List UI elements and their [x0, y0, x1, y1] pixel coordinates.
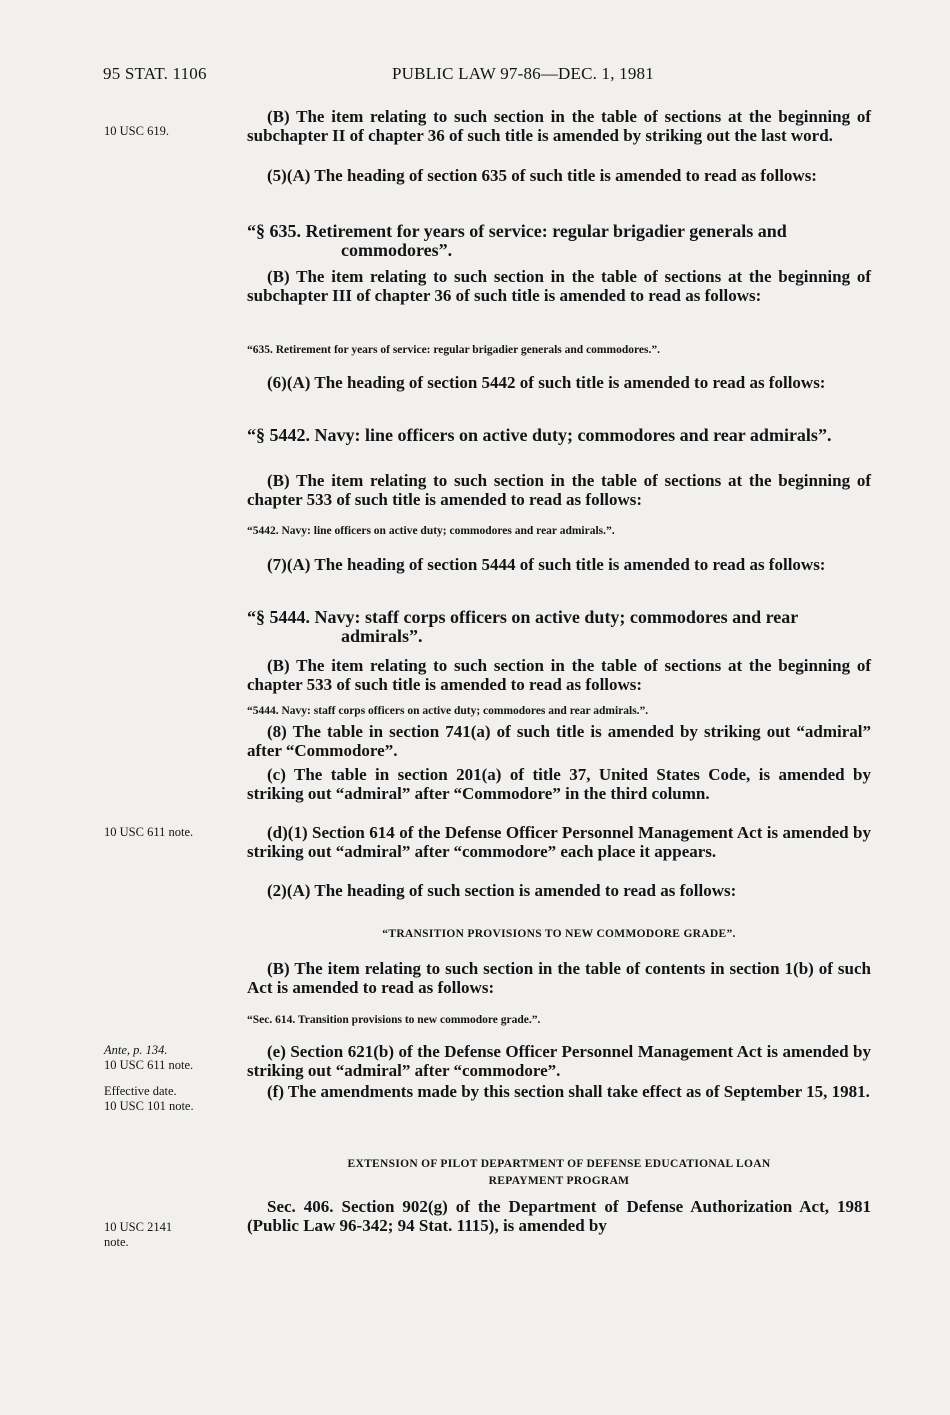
margin-note: 10 USC 101 note.: [104, 1099, 194, 1113]
paragraph: (B) The item relating to such section in the table of sections at the beginning of subchapter II of chapter 36 of such title is amended by striking out the last word.: [247, 107, 871, 145]
paragraph: (8) The table in section 741(a) of such title is amended by striking out “admiral” after “Commodore”.: [247, 722, 871, 760]
margin-note: 10 USC 611 note.: [104, 1058, 194, 1072]
paragraph: (e) Section 621(b) of the Defense Officer Personnel Management Act is amended by striking out “admiral” after “commodore”.: [247, 1042, 871, 1080]
paragraph: (5)(A) The heading of section 635 of such title is amended to read as follows:: [267, 166, 817, 185]
section-heading: “§ 635. Retirement for years of service: regular brigadier generals and commodores”.: [247, 221, 787, 260]
section-title-line: REPAYMENT PROGRAM: [488, 1175, 630, 1187]
stat-page-number: 95 STAT. 1106: [103, 64, 207, 83]
paragraph: (B) The item relating to such section in the table of contents in section 1(b) of such Act is amended to read as follows:: [247, 959, 871, 997]
section-heading-caps: “TRANSITION PROVISIONS TO NEW COMMODORE GRADE”.: [382, 928, 736, 940]
paragraph: (B) The item relating to such section in the table of sections at the beginning of subchapter III of chapter 36 of such title is amended to read as follows:: [247, 267, 871, 305]
margin-note-text: Ante, p. 134.: [104, 1043, 168, 1057]
running-header: PUBLIC LAW 97-86—DEC. 1, 1981: [392, 64, 654, 83]
margin-note: Effective date.: [104, 1084, 177, 1098]
table-item: “5442. Navy: line officers on active duty; commodores and rear admirals.”.: [247, 525, 615, 537]
paragraph: (2)(A) The heading of such section is amended to read as follows:: [267, 881, 737, 900]
paragraph: (c) The table in section 201(a) of title 37, United States Code, is amended by striking out “admiral” after “Commodore” in the third column.: [247, 765, 871, 803]
table-item: “Sec. 614. Transition provisions to new commodore grade.”.: [247, 1014, 541, 1026]
margin-note: 10 USC 2141: [104, 1220, 173, 1234]
section-heading: “§ 5444. Navy: staff corps officers on active duty; commodores and rear admirals”.: [247, 607, 798, 646]
paragraph: (B) The item relating to such section in the table of sections at the beginning of chapter 533 of such title is amended to read as follows:: [247, 656, 871, 694]
section-title-line: EXTENSION OF PILOT DEPARTMENT OF DEFENSE EDUCATIONAL LOAN: [347, 1158, 771, 1170]
margin-note: 10 USC 619.: [104, 124, 169, 138]
paragraph: (f) The amendments made by this section shall take effect as of September 15, 1981.: [267, 1082, 870, 1101]
section-heading: “§ 5442. Navy: line officers on active duty; commodores and rear admirals”.: [247, 425, 832, 445]
paragraph: (7)(A) The heading of section 5444 of such title is amended to read as follows:: [267, 555, 826, 574]
paragraph: (B) The item relating to such section in the table of sections at the beginning of chapter 533 of such title is amended to read as follows:: [247, 471, 871, 509]
margin-note: note.: [104, 1235, 129, 1249]
table-item: “635. Retirement for years of service: regular brigadier generals and commodores.”.: [247, 344, 660, 356]
paragraph: (d)(1) Section 614 of the Defense Officer Personnel Management Act is amended by striking out “admiral” after “commodore” each place it appears.: [247, 823, 871, 861]
margin-note-ante: [104, 1043, 239, 1058]
paragraph: (6)(A) The heading of section 5442 of such title is amended to read as follows:: [267, 373, 826, 392]
table-item: “5444. Navy: staff corps officers on active duty; commodores and rear admirals.”.: [247, 705, 649, 717]
margin-note: 10 USC 611 note.: [104, 825, 194, 839]
paragraph: Sec. 406. Section 902(g) of the Department of Defense Authorization Act, 1981 (Public Law 96-342; 94 Stat. 1115), is amended by: [247, 1197, 871, 1235]
